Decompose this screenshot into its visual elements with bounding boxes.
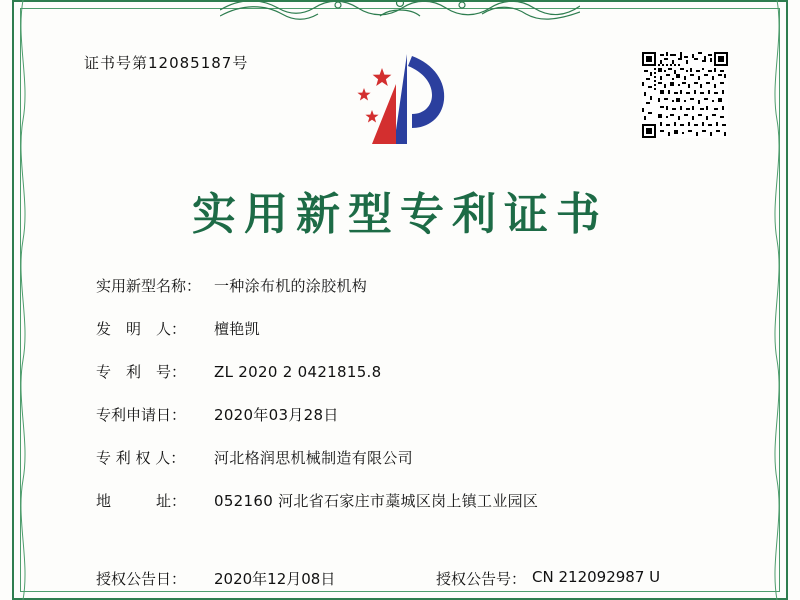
field-value: 河北格润思机械制造有限公司 [214, 449, 413, 467]
field-row-patent-number [96, 362, 736, 382]
footer-row [96, 568, 746, 589]
field-label: 专利申请日： [96, 406, 187, 424]
grant-date-label: 授权公告日： [96, 570, 187, 588]
page-title: 实用新型专利证书 [192, 189, 608, 240]
field-row-inventor [96, 319, 736, 339]
field-label: 专 利 权 人： [96, 449, 186, 467]
grant-date-value: 2020年12月08日 [214, 570, 336, 588]
cnipa-patent-logo-icon [350, 48, 460, 153]
field-label: 实用新型名称： [96, 277, 202, 295]
field-value: 052160 河北省石家庄市藁城区岗上镇工业园区 [214, 492, 539, 510]
field-label: 地 址： [96, 492, 187, 510]
field-row-application-date [96, 405, 736, 425]
field-value: ZL 2020 2 0421815.8 [214, 363, 382, 381]
field-row-address [96, 491, 736, 511]
certificate-number: 证书号第12085187号 [84, 54, 249, 72]
grant-date-block [96, 568, 436, 589]
certificate-fields [96, 276, 736, 534]
field-label: 发 明 人： [96, 320, 187, 338]
field-row-utility-model-name [96, 276, 736, 296]
field-label: 专 利 号： [96, 363, 187, 381]
grant-number-block [436, 568, 660, 589]
grant-number-value: CN 212092987 U [532, 568, 661, 586]
field-value: 一种涂布机的涂胶机构 [214, 277, 368, 295]
field-value: 2020年03月28日 [214, 406, 339, 424]
field-value: 檀艳凯 [214, 320, 260, 338]
grant-number-label: 授权公告号： [436, 570, 527, 588]
field-row-patentee [96, 448, 736, 468]
qr-code-icon [642, 52, 728, 138]
